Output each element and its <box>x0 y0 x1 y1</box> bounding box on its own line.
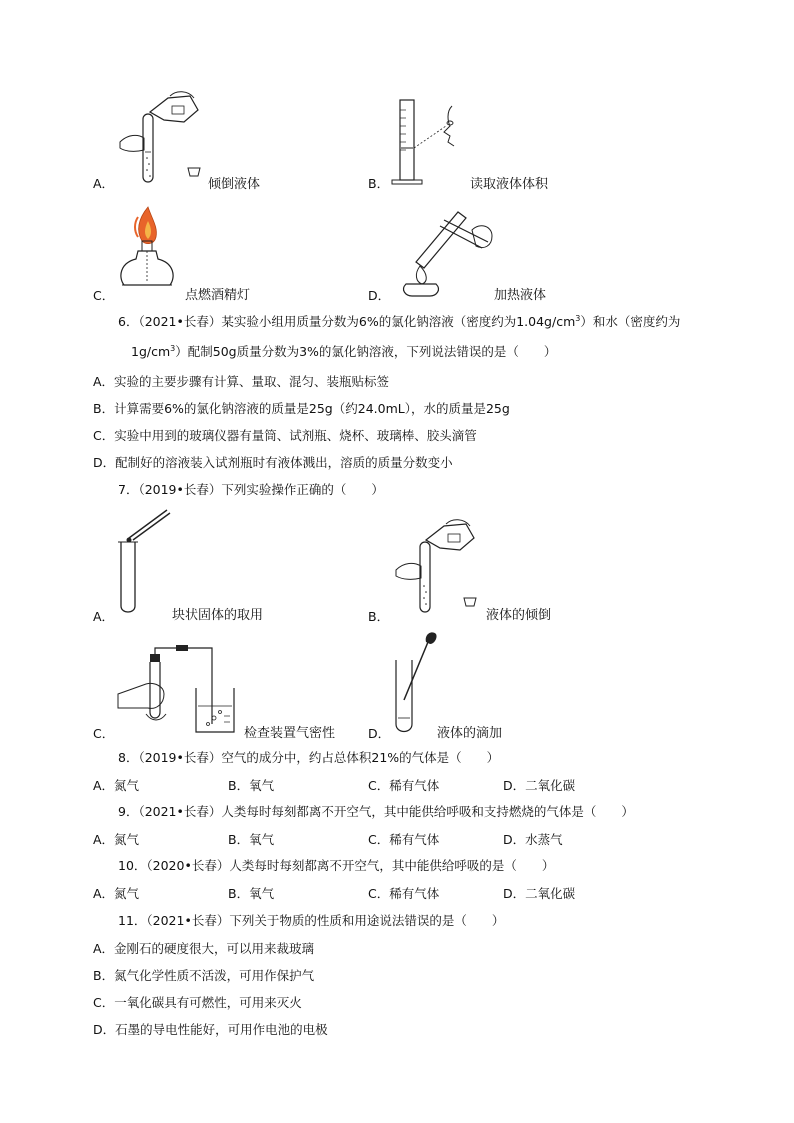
q11-option-b: B．氮气化学性质不活泼，可用作保护气 <box>93 968 315 983</box>
q5-option-b-letter: B． <box>368 176 390 191</box>
q7-stem: 7．（2019•长春）下列实验操作正确的（ ） <box>118 482 384 497</box>
q5-option-d-letter: D． <box>368 288 391 303</box>
light-alcohol-lamp-illustration <box>112 205 182 297</box>
q8-option-a: A．氮气 <box>93 778 140 793</box>
q7-option-c-letter: C． <box>93 726 115 741</box>
heat-liquid-illustration <box>396 202 496 298</box>
q8-option-b: B．氧气 <box>228 778 275 793</box>
q11-option-d: D．石墨的导电性能好，可用作电池的电极 <box>93 1022 328 1037</box>
q7-option-b-letter: B． <box>368 609 390 624</box>
q11-stem: 11．（2021•长春）下列关于物质的性质和用途说法错误的是（ ） <box>118 913 505 928</box>
pour-liquid-illustration <box>386 516 486 616</box>
q6-stem-sup-2: 3 <box>170 343 176 353</box>
q8-option-d: D．二氧化碳 <box>503 778 576 793</box>
q9-option-c: C．稀有气体 <box>368 832 440 847</box>
q6-stem-part-2: ）和水（密度约为 <box>580 314 681 329</box>
q5-option-b-caption: 读取液体体积 <box>470 177 549 192</box>
q6-option-a: A．实验的主要步骤有计算、量取、混匀、装瓶贴标签 <box>93 374 390 389</box>
q7-option-d-caption: 液体的滴加 <box>437 726 503 741</box>
q6-stem-line-1 <box>118 313 680 331</box>
q9-option-a: A．氮气 <box>93 832 140 847</box>
pour-liquid-illustration <box>110 92 210 187</box>
q9-option-d: D．水蒸气 <box>503 832 563 847</box>
q6-stem-part-1: 6．（2021•长春）某实验小组用质量分数为6%的氯化钠溶液（密度约为1.04g/cm <box>118 314 576 329</box>
q8-stem: 8．（2019•长春）空气的成分中，约占总体积21%的气体是（ ） <box>118 750 500 765</box>
q9-stem: 9．（2021•长春）人类每时每刻都离不开空气，其中能供给呼吸和支持燃烧的气体是（ ） <box>118 804 634 819</box>
q7-option-a-letter: A． <box>93 609 115 624</box>
q8-option-c: C．稀有气体 <box>368 778 440 793</box>
q6-stem-part-4: ）配制50g质量分数为3%的氯化钠溶液，下列说法错误的是（ ） <box>175 344 557 359</box>
q6-stem-part-3: 1g/cm <box>131 344 171 359</box>
read-cylinder-illustration <box>390 96 470 186</box>
q10-option-b: B．氧气 <box>228 886 275 901</box>
solid-sampling-illustration <box>115 508 175 618</box>
q9-option-b: B．氧气 <box>228 832 275 847</box>
q10-stem: 10．（2020•长春）人类每时每刻都离不开空气，其中能供给呼吸的是（ ） <box>118 858 555 873</box>
q5-option-d-caption: 加热液体 <box>494 288 547 303</box>
q7-option-d-letter: D． <box>368 726 391 741</box>
q6-option-c: C．实验中用到的玻璃仪器有量筒、试剂瓶、烧杯、玻璃棒、胶头滴管 <box>93 428 477 443</box>
q7-option-a-caption: 块状固体的取用 <box>172 608 264 623</box>
q6-stem-line-2 <box>131 343 556 361</box>
q5-option-c-caption: 点燃酒精灯 <box>185 288 251 303</box>
q5-option-a-letter: A． <box>93 176 115 191</box>
dropper-illustration <box>390 630 440 738</box>
airtightness-check-illustration <box>116 644 246 739</box>
q10-option-c: C．稀有气体 <box>368 886 440 901</box>
q10-option-a: A．氮气 <box>93 886 140 901</box>
q11-option-a: A．金刚石的硬度很大，可以用来裁玻璃 <box>93 941 315 956</box>
q6-stem-sup-1: 3 <box>575 313 581 323</box>
q7-option-c-caption: 检查装置气密性 <box>244 726 336 741</box>
q7-option-b-caption: 液体的倾倒 <box>486 608 552 623</box>
q5-option-a-caption: 倾倒液体 <box>208 177 261 192</box>
q6-option-d: D．配制好的溶液装入试剂瓶时有液体溅出，溶质的质量分数变小 <box>93 455 453 470</box>
q6-option-b: B．计算需要6%的氯化钠溶液的质量是25g（约24.0mL），水的质量是25g <box>93 401 510 416</box>
q5-option-c-letter: C． <box>93 288 115 303</box>
q11-option-c: C．一氧化碳具有可燃性，可用来灭火 <box>93 995 302 1010</box>
q10-option-d: D．二氧化碳 <box>503 886 576 901</box>
